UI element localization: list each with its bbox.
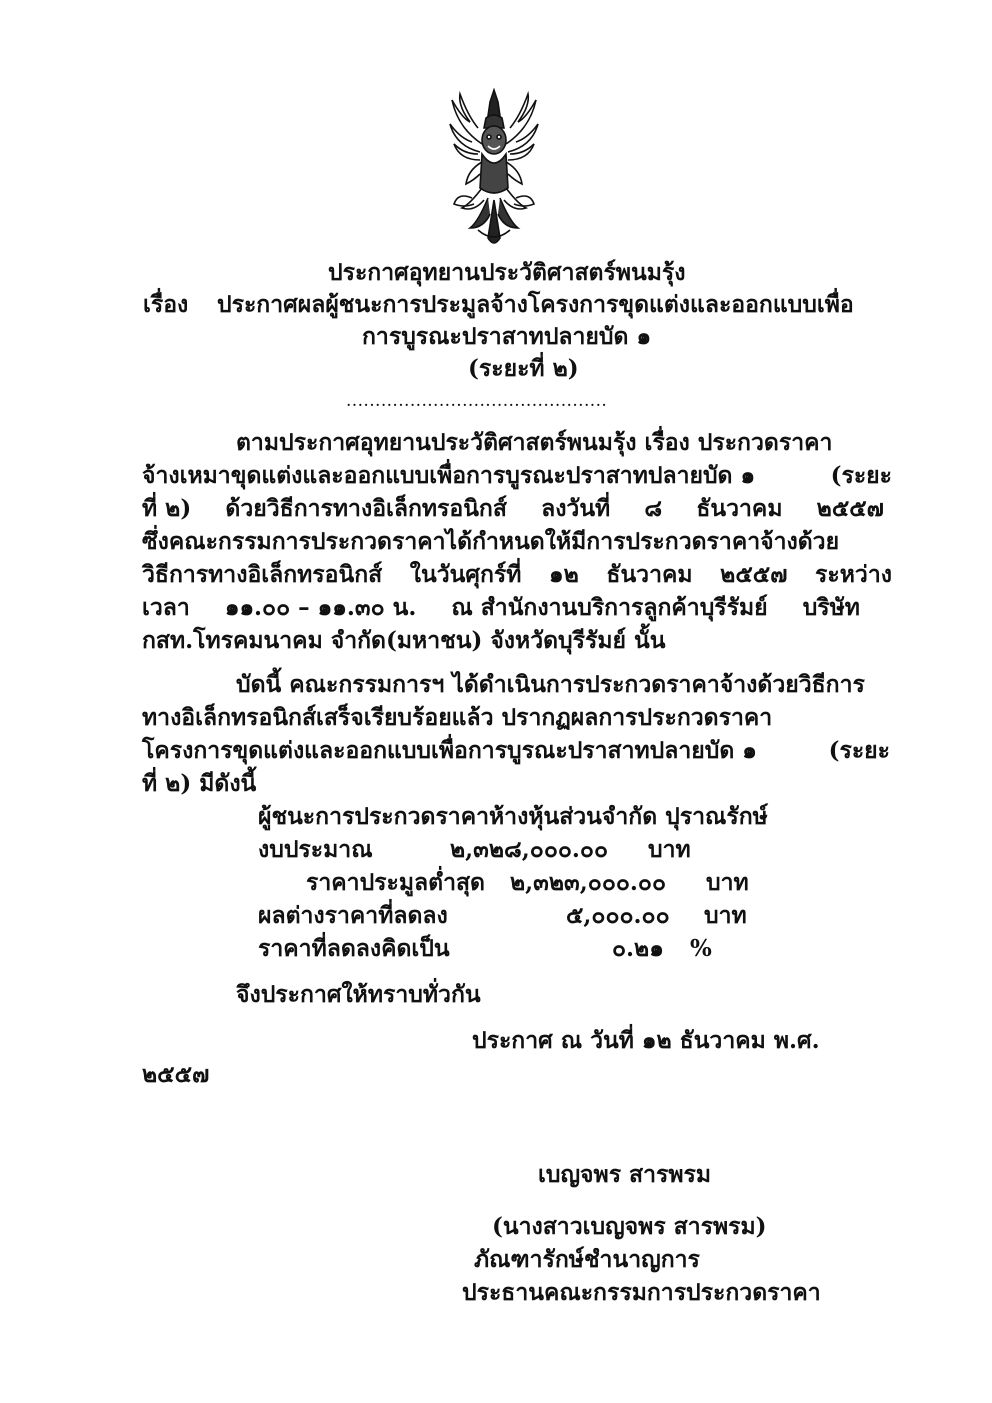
budget-currency: บาท bbox=[648, 836, 691, 863]
price-difference-label: ผลต่างราคาที่ลดลง bbox=[258, 902, 448, 929]
reduction-percent-value: ๐.๒๑ bbox=[612, 935, 664, 962]
text-span: ๒๕๕๗ bbox=[816, 495, 884, 522]
subject-label: เรื่อง bbox=[143, 291, 189, 318]
budget-value: ๒,๓๒๘,๐๐๐.๐๐ bbox=[450, 836, 609, 863]
subject-line-3: (ระยะที่ ๒) bbox=[468, 355, 579, 382]
paragraph-2-line-4: ที่ ๒) มีดังนี้ bbox=[142, 770, 257, 797]
paragraph-1-line-5 bbox=[142, 560, 892, 590]
closing-announcement: จึงประกาศให้ทราบทั่วกัน bbox=[236, 981, 481, 1008]
text-span: ธันวาคม bbox=[606, 561, 693, 588]
dotted-separator: ............................................. bbox=[346, 391, 608, 411]
text-span: วิธีการทางอิเล็กทรอนิกส์ bbox=[142, 561, 383, 588]
paragraph-1-line-2 bbox=[142, 461, 892, 491]
signatory-position: ภัณฑารักษ์ชำนาญการ bbox=[474, 1246, 700, 1273]
text-span: โครงการขุดแต่งและออกแบบเพื่อการบูรณะปราสาทปลายบัด ๑ bbox=[142, 737, 757, 764]
lowest-bid-currency: บาท bbox=[706, 869, 749, 896]
text-span: ๑๑.๐๐ – ๑๑.๓๐ น. bbox=[224, 594, 417, 621]
text-span: ๑๒ bbox=[549, 561, 579, 588]
text-span: (ระยะ bbox=[830, 462, 892, 489]
paragraph-2-line-2: ทางอิเล็กทรอนิกส์เสร็จเรียบร้อยแล้ว ปรากฏผลการประกวดราคา bbox=[142, 704, 773, 731]
signatory-full-name: (นางสาวเบญจพร สารพรม) bbox=[492, 1213, 767, 1240]
paragraph-1-line-1: ตามประกาศอุทยานประวัติศาสตร์พนมรุ้ง เรื่อง ประกวดราคา bbox=[236, 429, 833, 456]
subject-line-2: การบูรณะปราสาทปลายบัด ๑ bbox=[362, 323, 652, 350]
price-difference-currency: บาท bbox=[704, 902, 747, 929]
lowest-bid-label: ราคาประมูลต่ำสุด bbox=[306, 869, 485, 896]
text-span: ในวันศุกร์ที่ bbox=[409, 561, 522, 588]
paragraph-1-line-7: กสท.โทรคมนาคม จำกัด(มหาชน) จังหวัดบุรีรัมย์ นั้น bbox=[142, 627, 666, 654]
subject-line-1: ประกาศผลผู้ชนะการประมูลจ้างโครงการขุดแต่งและออกแบบเพื่อ bbox=[217, 291, 854, 318]
text-span: ระหว่าง bbox=[815, 561, 892, 588]
announcement-year: ๒๕๕๗ bbox=[142, 1061, 210, 1088]
text-span: ณ สำนักงานบริการลูกค้าบุรีรัมย์ bbox=[451, 594, 768, 621]
paragraph-1-line-4: ซึ่งคณะกรรมการประกวดราคาได้กำหนดให้มีการประกวดราคาจ้างด้วย bbox=[142, 528, 840, 555]
winner-line: ผู้ชนะการประกวดราคาห้างหุ้นส่วนจำกัด ปุราณรักษ์ bbox=[258, 803, 768, 830]
text-span: ลงวันที่ bbox=[541, 495, 611, 522]
announcement-title: ประกาศอุทยานประวัติศาสตร์พนมรุ้ง bbox=[328, 259, 686, 286]
text-span: ธันวาคม bbox=[696, 495, 783, 522]
signatory-role: ประธานคณะกรรมการประกวดราคา bbox=[462, 1279, 821, 1306]
text-span: ๘ bbox=[644, 495, 663, 522]
text-span: เวลา bbox=[142, 594, 190, 621]
text-span: ที่ ๒) bbox=[142, 495, 192, 522]
reduction-percent-label: ราคาที่ลดลงคิดเป็น bbox=[258, 935, 450, 962]
garuda-emblem-icon bbox=[448, 88, 540, 252]
price-difference-value: ๕,๐๐๐.๐๐ bbox=[566, 902, 670, 929]
text-span: จ้างเหมาขุดแต่งและออกแบบเพื่อการบูรณะปราสาทปลายบัด ๑ bbox=[142, 462, 756, 489]
text-span: (ระยะ bbox=[828, 737, 890, 764]
text-span: ๒๕๕๗ bbox=[720, 561, 788, 588]
text-span: บริษัท bbox=[802, 594, 860, 621]
lowest-bid-value: ๒,๓๒๓,๐๐๐.๐๐ bbox=[510, 869, 666, 896]
reduction-percent-unit: % bbox=[690, 935, 712, 962]
paragraph-1-line-3 bbox=[142, 494, 884, 524]
signature: เบญจพร สารพรม bbox=[538, 1161, 712, 1188]
budget-label: งบประมาณ bbox=[258, 836, 373, 863]
text-span: ด้วยวิธีการทางอิเล็กทรอนิกส์ bbox=[225, 495, 507, 522]
announcement-date: ประกาศ ณ วันที่ ๑๒ ธันวาคม พ.ศ. bbox=[472, 1027, 820, 1054]
paragraph-2-line-3 bbox=[142, 736, 890, 766]
paragraph-1-line-6 bbox=[142, 593, 860, 623]
paragraph-2-line-1: บัดนี้ คณะกรรมการฯ ได้ดำเนินการประกวดราคาจ้างด้วยวิธีการ bbox=[236, 671, 865, 698]
